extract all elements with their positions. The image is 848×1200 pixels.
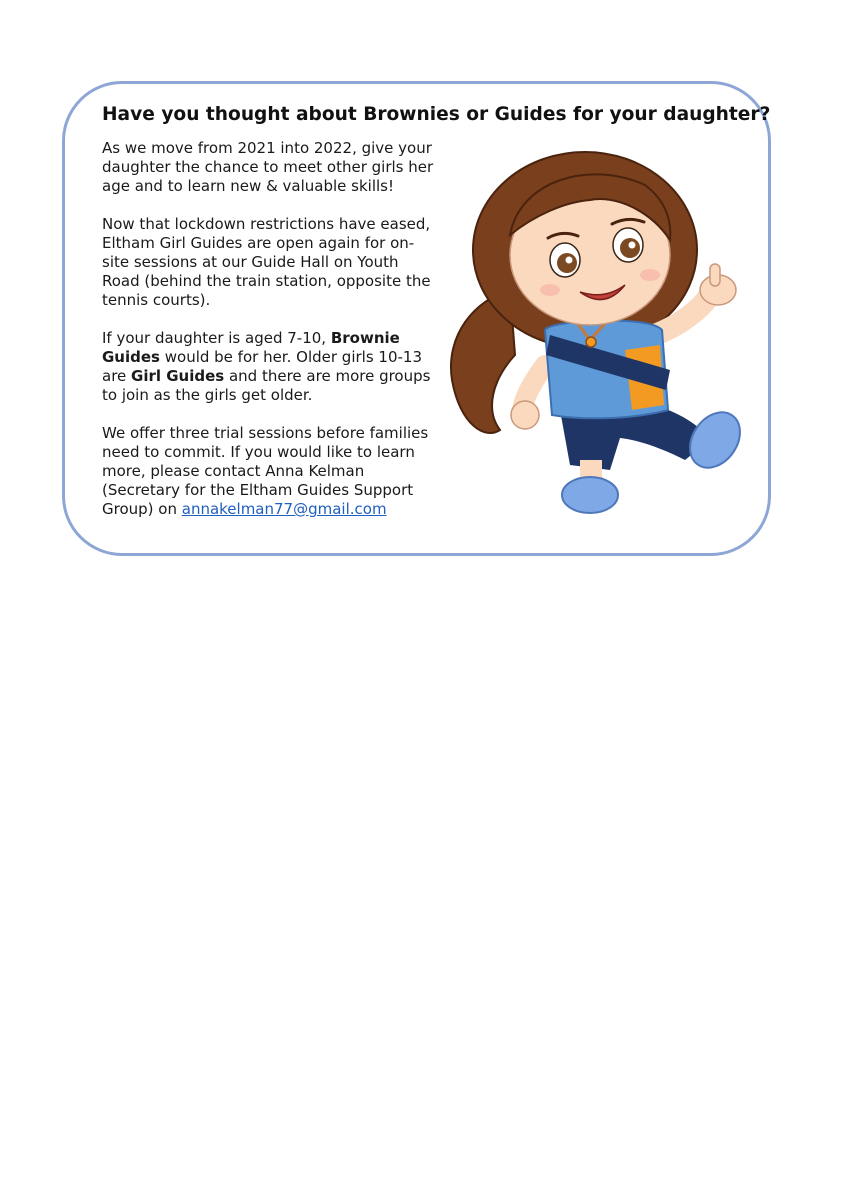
age-text-3: and there are more groups to join as the girls get older. bbox=[102, 367, 431, 404]
age-text-2: would be for her. Older girls 10-13 are bbox=[102, 348, 422, 385]
card-heading: Have you thought about Brownies or Guides for your daughter? bbox=[102, 104, 771, 125]
paragraph-age-groups bbox=[102, 329, 438, 405]
brownie-guides-label: Brownie Guides bbox=[102, 329, 400, 366]
email-link[interactable]: annakelman77@gmail.com bbox=[181, 500, 387, 518]
age-text-1: If your daughter is aged 7-10, bbox=[102, 329, 331, 347]
girl-guide-cartoon-icon bbox=[440, 140, 750, 530]
contact-text: We offer three trial sessions before families need to commit. If you would like to learn more, please contact Anna Kelman (Secretary for the Eltham Guides Support Group) on bbox=[102, 424, 429, 518]
card-body bbox=[102, 139, 438, 519]
paragraph-contact bbox=[102, 424, 438, 519]
paragraph-lockdown: Now that lockdown restrictions have eased, Eltham Girl Guides are open again for on-site sessions at our Guide Hall on Youth Road (behind the train station, opposite the tennis courts). bbox=[102, 215, 431, 309]
girl-guides-label: Girl Guides bbox=[131, 367, 225, 385]
paragraph-intro: As we move from 2021 into 2022, give your daughter the chance to meet other girls her age and to learn new & valuable skills! bbox=[102, 139, 434, 195]
